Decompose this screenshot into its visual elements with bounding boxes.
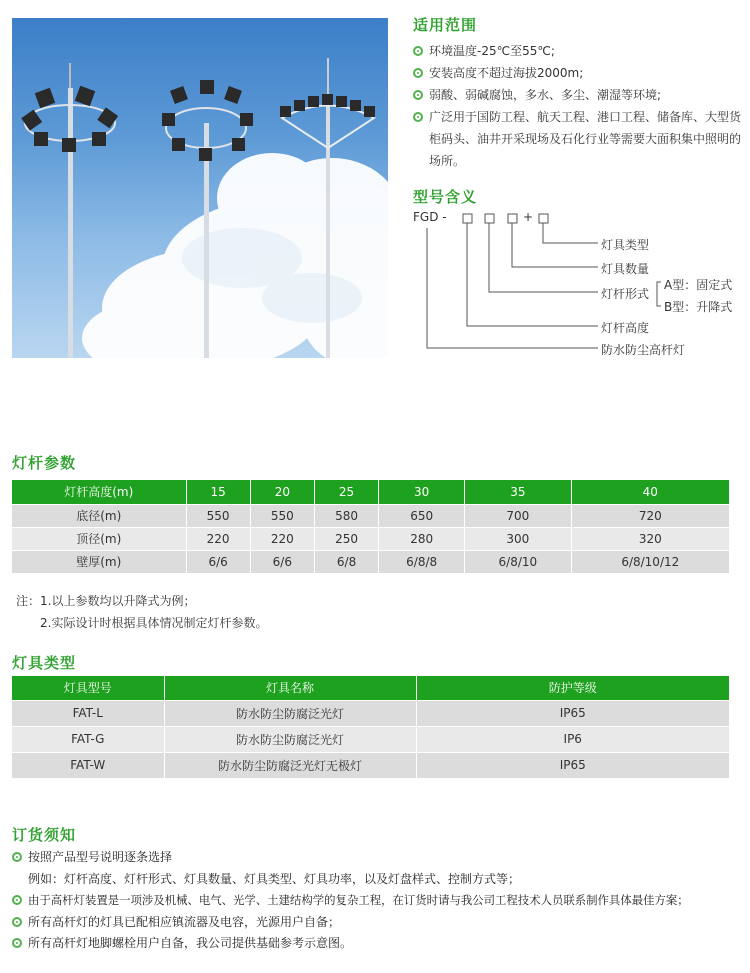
table-cell: 300 [465,527,571,550]
order-item: 所有高杆灯地脚螺栓用户自备，我公司提供基础参考示意图。 [12,933,748,955]
table-cell: IP65 [416,752,730,778]
model-title: 型号含义 [413,188,478,206]
table-cell: 280 [379,527,465,550]
table-cell: 220 [186,527,250,550]
table-cell: 顶径(m) [12,527,186,550]
table-cell: 700 [465,504,571,527]
table-cell: 6/6 [250,550,314,573]
bullet-icon [413,112,423,122]
table-header-row [12,480,730,504]
table-header-cell: 15 [186,480,250,504]
lamp-types-table [12,676,730,778]
lamp-types-title: 灯具类型 [12,654,77,672]
bullet-icon [413,46,423,56]
label-type-b: B型：升降式 [664,300,733,314]
table-cell: 底径(m) [12,504,186,527]
table-cell: IP65 [416,700,730,726]
table-cell: 650 [379,504,465,527]
scope-title: 适用范围 [413,16,478,34]
bullet-icon [12,895,22,905]
scope-item: 安装高度不超过海拔2000m; [413,62,743,84]
table-cell: 防水防尘防腐泛光灯 [164,726,416,752]
note-line: 注：1.以上参数均以升降式为例； [16,594,196,608]
table-row [12,726,730,752]
model-diagram [413,210,743,360]
order-item: 所有高杆灯的灯具已配相应镇流器及电容，光源用户自备； [12,912,748,934]
bullet-icon [12,852,22,862]
table-cell: 6/8 [314,550,378,573]
table-header-row [12,676,730,700]
bullet-icon [12,917,22,927]
table-row [12,752,730,778]
table-cell: 防水防尘防腐泛光灯无极灯 [164,752,416,778]
high-mast-lights-illustration [12,18,388,358]
table-header-cell: 30 [379,480,465,504]
table-cell: IP6 [416,726,730,752]
table-cell: FAT-G [12,726,164,752]
table-header-cell: 灯具名称 [164,676,416,700]
table-cell: 6/8/8 [379,550,465,573]
bullet-icon [413,90,423,100]
table-cell: 580 [314,504,378,527]
model-code-prefix: FGD - [413,210,447,224]
table-cell: FAT-L [12,700,164,726]
order-item: 按照产品型号说明逐条选择 [12,847,748,869]
table-cell: 220 [250,527,314,550]
product-photo [12,18,388,358]
table-header-cell: 灯具型号 [12,676,164,700]
label-lamp-count: 灯具数量 [601,262,650,276]
scope-list [413,40,743,172]
scope-item: 弱酸、弱碱腐蚀，多水、多尘、潮湿等环境; [413,84,743,106]
pole-params-notes [16,590,267,634]
label-pole-form: 灯杆形式 [601,287,650,301]
table-cell: 6/6 [186,550,250,573]
table-cell: 550 [250,504,314,527]
label-pole-height: 灯杆高度 [601,321,650,335]
table-row [12,527,730,550]
table-row [12,504,730,527]
table-cell: 320 [571,527,729,550]
order-item: 由于高杆灯装置是一项涉及机械、电气、光学、土建结构学的复杂工程，在订货时请与我公司工程技术人员联系制作具体最佳方案； [12,890,748,912]
table-header-cell: 20 [250,480,314,504]
label-product: 防水防尘高杆灯 [601,343,686,357]
table-cell: 720 [571,504,729,527]
table-header-cell: 25 [314,480,378,504]
table-cell: 250 [314,527,378,550]
order-list [12,847,748,955]
order-item-example: 例如：灯杆高度、灯杆形式、灯具数量、灯具类型、灯具功率，以及灯盘样式、控制方式等； [28,871,521,886]
bullet-icon [12,938,22,948]
order-title: 订货须知 [12,826,77,844]
table-header-cell: 防护等级 [416,676,730,700]
label-type-a: A型：固定式 [664,278,733,292]
scope-item: 广泛用于国防工程、航天工程、港口工程、储备库、大型货柜码头、油井开采现场及石化行业等需要大面积集中照明的场所。 [413,106,743,172]
table-row [12,700,730,726]
model-plus: + [523,210,534,224]
table-cell: 6/8/10/12 [571,550,729,573]
bullet-icon [413,68,423,78]
table-row [12,550,730,573]
table-cell: 6/8/10 [465,550,571,573]
table-header-cell: 40 [571,480,729,504]
scope-item: 环境温度-25℃至55℃; [413,40,743,62]
table-cell: FAT-W [12,752,164,778]
label-lamp-type: 灯具类型 [601,238,650,252]
pole-params-table [12,480,730,573]
note-line: 2.实际设计时根据具体情况制定灯杆参数。 [40,616,268,630]
table-cell: 防水防尘防腐泛光灯 [164,700,416,726]
pole-params-title: 灯杆参数 [12,454,77,472]
table-cell: 550 [186,504,250,527]
table-header-cell: 灯杆高度(m) [12,480,186,504]
table-cell: 壁厚(m) [12,550,186,573]
table-header-cell: 35 [465,480,571,504]
